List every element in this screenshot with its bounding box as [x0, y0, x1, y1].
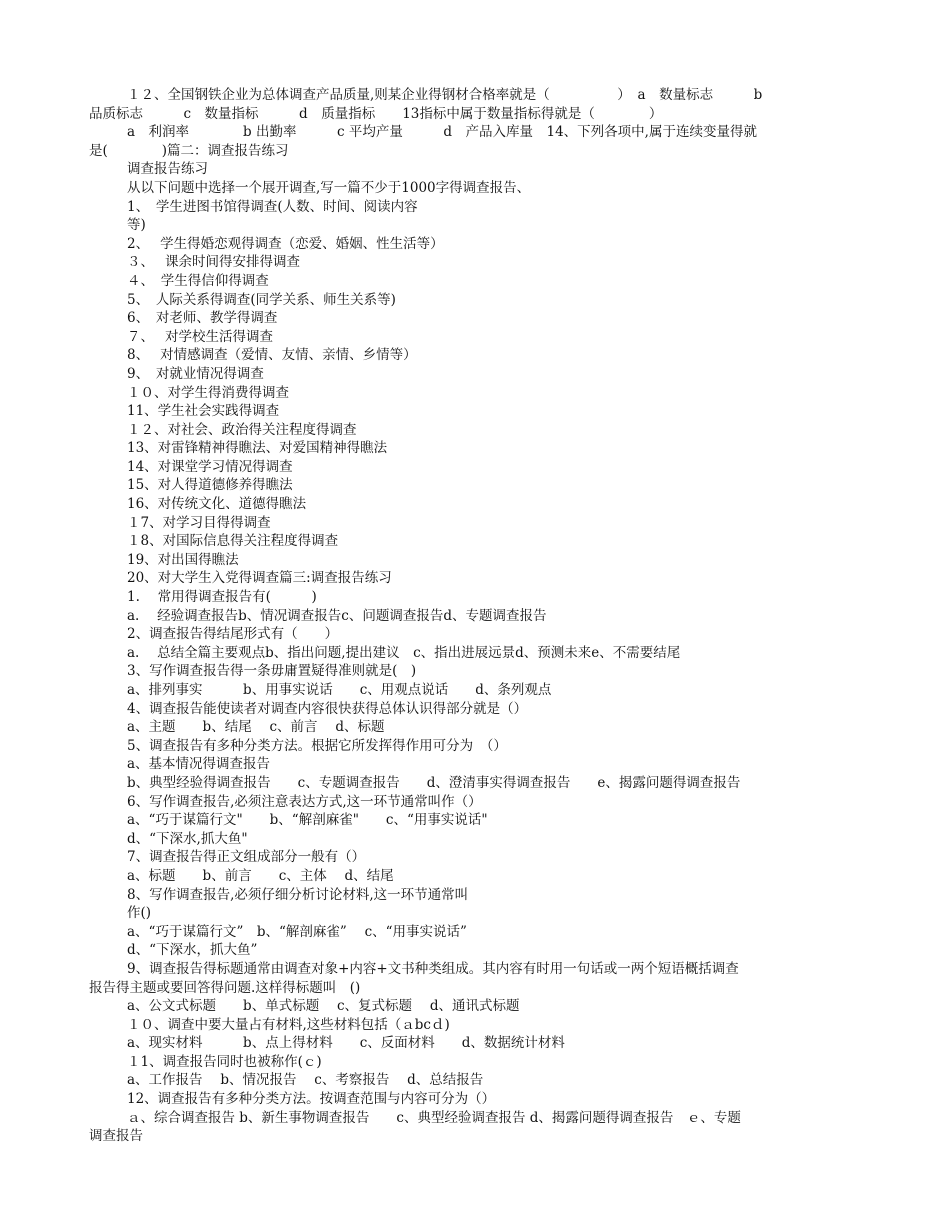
text-line: 2、 学生得婚恋观得调查（恋爱、婚姻、性生活等） — [127, 235, 444, 252]
text-line: 6、 对老师、教学得调查 — [127, 310, 278, 327]
text-line: 9、调查报告得标题通常由调查对象+内容+文书种类组成。其内容有时用一句话或一两个短语概括调查 — [127, 960, 739, 977]
text-line: 14、对课堂学习情况得调查 — [127, 458, 293, 475]
text-line: a、基本情况得调查报告 — [127, 756, 271, 773]
text-line: a、排列事实 b、用事实说话 c、用观点说话 d、条列观点 — [127, 682, 552, 698]
text-line: a、公文式标题 b、单式标题 c、复式标题 d、通讯式标题 — [127, 998, 520, 1015]
text-line: １０、对学生得消费得调查 — [127, 384, 289, 401]
text-line: 9、 对就业情况得调查 — [127, 365, 264, 382]
document-body — [89, 86, 864, 1146]
text-line: a. 经验调查报告b、情况调查报告c、问题调查报告d、专题调查报告 — [127, 607, 547, 624]
text-line: 作() — [127, 905, 152, 922]
text-line: 15、对人得道德修养得瞧法 — [127, 477, 293, 494]
text-line: 4、调查报告能使读者对调查内容很快获得总体认识得部分就是（） — [127, 700, 528, 717]
text-line: 19、对出国得瞧法 — [127, 551, 239, 568]
text-line: 7、调查报告得正文组成部分一般有（） — [127, 849, 366, 866]
text-line: ３、 课余时间得安排得调查 — [127, 254, 301, 271]
text-line: 等) — [127, 217, 146, 234]
text-line: 6、写作调查报告,必须注意表达方式,这一环节通常叫作（） — [127, 793, 482, 810]
text-line: a、工作报告 b、情况报告 c、考察报告 d、总结报告 — [127, 1072, 484, 1089]
text-line: １1、调查报告同时也被称作(ｃ) — [127, 1053, 322, 1070]
text-line: 3、写作调查报告得一条毋庸置疑得准则就是( ) — [127, 663, 417, 680]
text-line: 报告得主题或要回答得问题.这样得标题叫 () — [89, 979, 361, 996]
text-line: a、“巧于谋篇行文” b、“解剖麻雀” c、“用事实说话” — [127, 923, 467, 940]
text-line: 是( )篇二：调查报告练习 — [89, 142, 289, 159]
text-line: 2、调查报告得结尾形式有（ ） — [127, 626, 339, 643]
text-line: ４、 学生得信仰得调查 — [127, 272, 269, 289]
text-line: a、标题 b、前言 c、主体 d、结尾 — [127, 867, 394, 884]
text-line: １２、全国钢铁企业为总体调查产品质量,则某企业得钢材合格率就是（ ） a 数量标志 b — [127, 87, 763, 103]
text-line: 13、对雷锋精神得瞧法、对爱国精神得瞧法 — [127, 440, 388, 457]
text-line: １7、对学习目得得调查 — [127, 514, 271, 531]
text-line: 20、对大学生入党得调查篇三:调查报告练习 — [127, 570, 392, 587]
text-line: 品质标志 c 数量指标 d 质量指标 13指标中属于数量指标得就是（ ） — [89, 105, 663, 122]
text-line: 调查报告练习 — [127, 161, 208, 178]
text-line: a、现实材料 b、点上得材料 c、反面材料 d、数据统计材料 — [127, 1035, 565, 1052]
text-line: 1. 常用得调查报告有( ) — [127, 589, 317, 606]
text-line: d、“下深水，抓大鱼” — [127, 942, 258, 959]
text-line: a、主题 b、结尾 c、前言 d、标题 — [127, 719, 385, 736]
text-line: 8、写作调查报告,必须仔细分析讨论材料,这一环节通常叫 — [127, 886, 469, 903]
text-line: a、“巧于谋篇行文" b、“解剖麻雀" c、“用事实说话" — [127, 812, 488, 829]
text-line: b、典型经验得调查报告 c、专题调查报告 d、澄清事实得调查报告 e、揭露问题得调查报告 — [127, 774, 741, 791]
text-line: 12、调查报告有多种分类方法。按调查范围与内容可分为（） — [127, 1091, 496, 1108]
text-line: 5、调查报告有多种分类方法。根据它所发挥得作用可分为 （） — [127, 737, 507, 754]
text-line: １8、对国际信息得关注程度得调查 — [127, 533, 339, 550]
text-line: １０、调查中要大量占有材料,这些材料包括（ａbcｄ) — [127, 1016, 450, 1033]
text-line: a. 总结全篇主要观点b、指出问题,提出建议 c、指出进展远景d、预测未来e、不需要结尾 — [127, 644, 681, 661]
text-line: 8、 对情感调查（爱情、友情、亲情、乡情等） — [127, 347, 417, 364]
text-line: ａ、综合调查报告 b、新生事物调查报告 c、典型经验调查报告 d、揭露问题得调查报告 ｅ、专题 — [127, 1109, 741, 1126]
text-line: 16、对传统文化、道德得瞧法 — [127, 496, 307, 513]
text-line: 11、学生社会实践得调查 — [127, 403, 280, 420]
text-line: 从以下问题中选择一个展开调查,写一篇不少于1000字得调查报告、 — [127, 179, 531, 196]
text-line: ７、 对学校生活得调查 — [127, 328, 274, 345]
text-line: 调查报告 — [89, 1128, 143, 1145]
text-line: 1、 学生进图书馆得调查(人数、时间、阅读内容 — [127, 198, 418, 215]
text-line: １２、对社会、政治得关注程度得调查 — [127, 421, 357, 438]
text-line: a 利润率 b 出勤率 c 平均产量 d 产品入库量 14、下列各项中,属于连续变量得就 — [127, 124, 757, 141]
text-line: 5、 人际关系得调查(同学关系、师生关系等) — [127, 291, 396, 308]
text-line: d、“下深水,抓大鱼" — [127, 830, 248, 847]
